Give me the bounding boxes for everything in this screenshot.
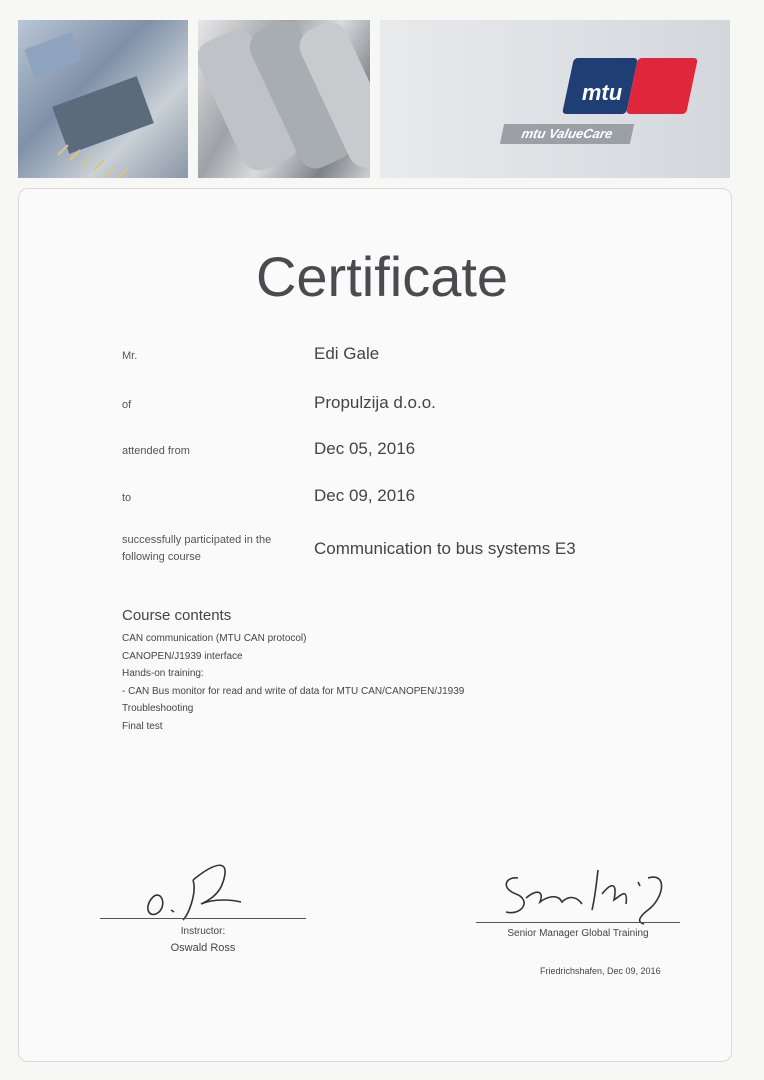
attended-from-label: attended from — [122, 445, 190, 457]
manager-signature-line — [476, 922, 680, 923]
electronics-photo — [18, 20, 188, 178]
logo-text: mtu — [581, 80, 623, 105]
date-to: Dec 09, 2016 — [314, 486, 416, 505]
list-item: CAN communication (MTU CAN protocol) — [122, 633, 307, 644]
instructor-signature-line — [100, 918, 306, 919]
salutation-label: Mr. — [122, 350, 138, 362]
instructor-name: Oswald Ross — [170, 942, 236, 954]
engine-photo — [198, 20, 370, 178]
circuit-board-image — [18, 20, 188, 178]
to-label: to — [122, 492, 132, 504]
brand-tagline: mtu ValueCare — [500, 124, 634, 144]
course-contents-title: Course contents — [122, 607, 232, 624]
engine-cylinders-image — [198, 20, 370, 178]
list-item: CANOPEN/J1939 interface — [122, 650, 243, 662]
course-name: Communication to bus systems E3 — [314, 539, 576, 558]
list-item: - CAN Bus monitor for read and write of data for MTU CAN/CANOPEN/J1939 — [122, 685, 465, 697]
list-item: Troubleshooting — [122, 703, 194, 715]
company-name: Propulzija d.o.o. — [314, 393, 436, 412]
certificate-title: Certificate — [255, 245, 509, 308]
participated-label-line2: following course — [122, 551, 201, 563]
participant-name: Edi Gale — [314, 344, 380, 363]
course-contents-list — [122, 630, 464, 736]
instructor-signature — [135, 852, 245, 922]
participated-label-line1: successfully participated in the — [122, 534, 272, 546]
list-item: Final test — [122, 720, 163, 732]
brand-panel — [380, 20, 730, 178]
place-date: Friedrichshafen, Dec 09, 2016 — [540, 966, 661, 976]
list-item: Hands-on training: — [122, 668, 204, 680]
header-banner — [18, 20, 730, 178]
manager-signature — [498, 858, 678, 928]
of-label: of — [122, 399, 132, 411]
instructor-label: Instructor: — [180, 926, 226, 937]
date-from: Dec 05, 2016 — [314, 439, 416, 458]
mtu-logo — [568, 58, 698, 116]
manager-title: Senior Manager Global Training — [507, 928, 649, 939]
